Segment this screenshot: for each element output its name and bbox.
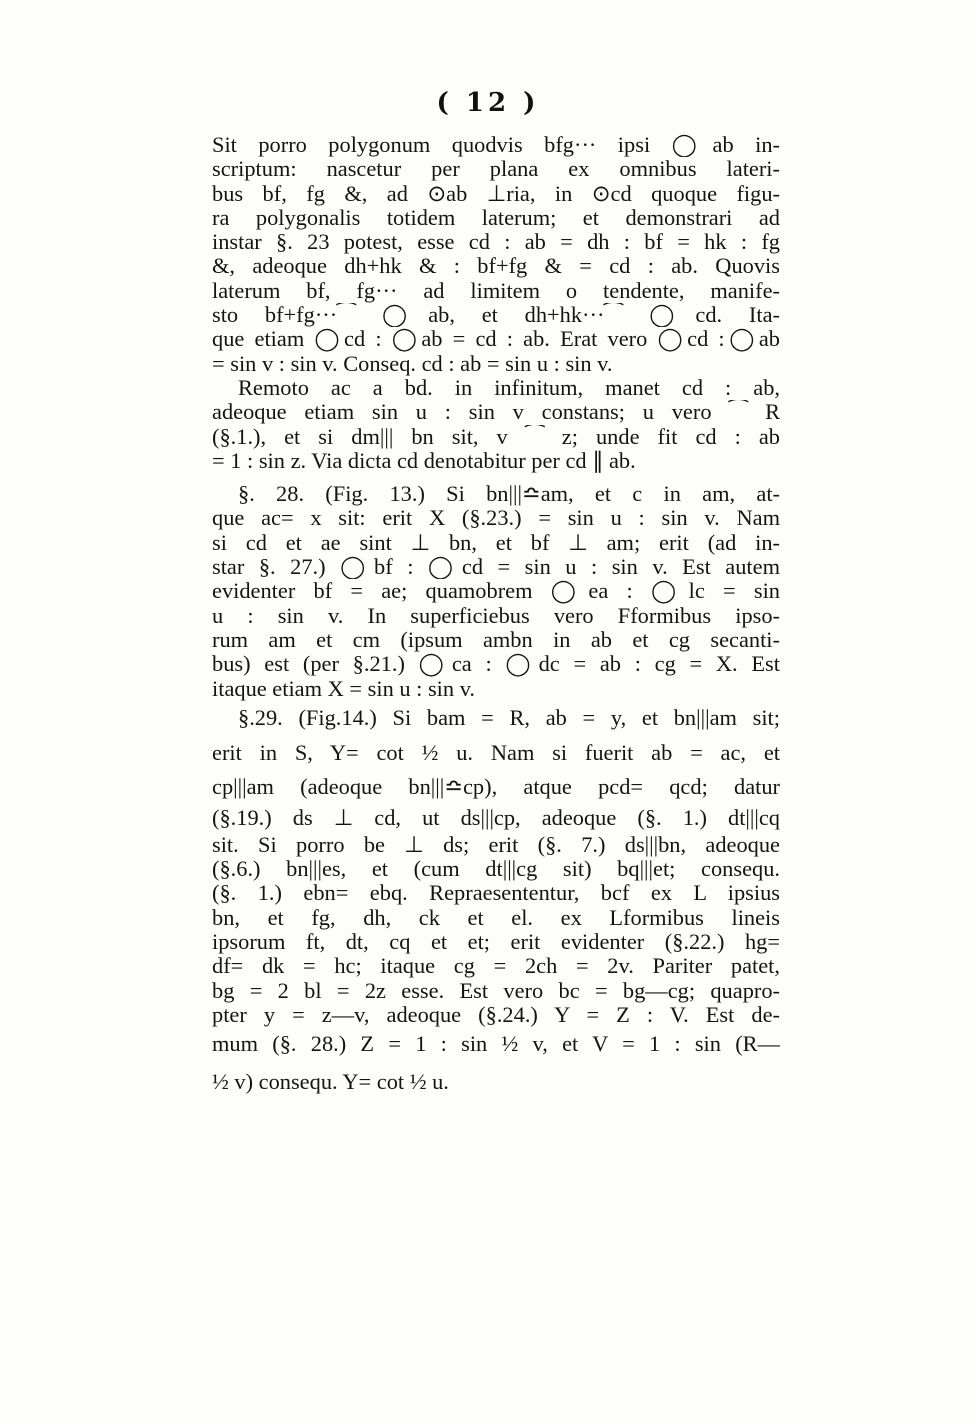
text-line: evidenter bf = ae; quamobrem ◯ea : ◯lc = sin [212,579,780,604]
text-line: (§.19.) ds ⊥ cd, ut ds|||cp, adeoque (§. 1.) dt|||cq [212,804,780,830]
text-line: df= dk = hc; itaque cg = 2ch = 2v. Pariter patet, [212,954,780,979]
text-line: (§.1.), et si dm||| bn sit, v ⁀ z; unde fit cd : ab [212,424,780,449]
paragraph-2 [212,376,780,473]
text-line: adeoque etiam sin u : sin v constans; u vero ⁀ R [212,400,780,425]
text-line: mum (§. 28.) Z = 1 : sin ½ v, et V = 1 : sin (R— [212,1031,780,1057]
text-line: sto bf+fg···⁀ ◯ab, et dh+hk···⁀ ◯cd. Ita- [212,303,780,328]
text-line: bn, et fg, dh, ck et el. ex Lformibus lineis [212,905,780,930]
paragraph-1 [212,133,780,376]
text-line: rum am et cm (ipsum ambn in ab et cg secanti- [212,627,780,652]
text-line: (§.6.) bn|||es, et (cum dt|||cg sit) bq|||et; consequ. [212,857,780,882]
text-line: u : sin v. In superficiebus vero Fformibus ipso- [212,603,780,628]
text-line: ipsorum ft, dt, cq et et; erit evidenter (§.22.) hg= [212,930,780,955]
paragraph-3 [212,482,780,701]
text-line: &, adeoque dh+hk & : bf+fg & = cd : ab. Quovis [212,254,780,279]
text-line: Remoto ac a bd. in infinitum, manet cd : ab, [238,375,780,400]
text-line: si cd et ae sint ⊥ bn, et bf ⊥ am; erit (ad in- [212,530,780,555]
text-line: bus) est (per §.21.) ◯ca : ◯dc = ab : cg = X. Est [212,652,780,677]
paragraph-4 [212,701,780,1104]
text-line: §. 28. (Fig. 13.) Si bn|||≏am, et c in am, at- [238,482,780,507]
paragraph-gap [212,473,780,482]
text-line: ra polygonalis totidem laterum; et demonstrari ad [212,205,780,230]
text-line: que etiam ◯cd : ◯ab = cd : ab. Erat vero ◯cd :◯ab [212,327,780,352]
text-line: laterum bf, fg··· ad limitem o tendente, manife- [212,278,780,303]
text-line: itaque etiam X = sin u : sin v. [212,676,476,701]
text-line: star §. 27.) ◯bf : ◯cd = sin u : sin v. Est autem [212,555,780,580]
text-line: scriptum: nascetur per plana ex omnibus lateri- [212,157,780,182]
text-line: cp|||am (adeoque bn|||≏cp), atque pcd= qcd; datur [212,773,780,799]
text-line: sit. Si porro be ⊥ ds; erit (§. 7.) ds|||bn, adeoque [212,832,780,857]
text-line: bg = 2 bl = 2z esse. Est vero bc = bg—cg; quapro- [212,978,780,1003]
text-line: ½ v) consequ. Y= cot ½ u. [212,1069,449,1095]
text-line: pter y = z—v, adeoque (§.24.) Y = Z : V. Est de- [212,1002,780,1027]
body-text [212,133,780,1104]
text-line: §.29. (Fig.14.) Si bam = R, ab = y, et bn|||am sit; [238,704,780,730]
text-line: instar §. 23 potest, esse cd : ab = dh : bf = hk : fg [212,230,780,255]
page-number: ( 12 ) [436,88,540,118]
text-line: (§. 1.) ebn= ebq. Repraesententur, bcf ex L ipsius [212,881,780,906]
text-line: erit in S, Y= cot ½ u. Nam si fuerit ab = ac, et [212,739,780,765]
text-line: bus bf, fg &, ad ⊙ab ⊥ria, in ⊙cd quoque figu- [212,181,780,206]
text-line: que ac= x sit: erit X (§.23.) = sin u : sin v. Nam [212,506,780,531]
text-line: = 1 : sin z. Via dicta cd denotabitur per cd ∥ ab. [212,448,636,473]
text-line: Sit porro polygonum quodvis bfg··· ipsi ◯ab in- [212,133,780,157]
text-line: = sin v : sin v. Conseq. cd : ab = sin u : sin v. [212,351,613,376]
